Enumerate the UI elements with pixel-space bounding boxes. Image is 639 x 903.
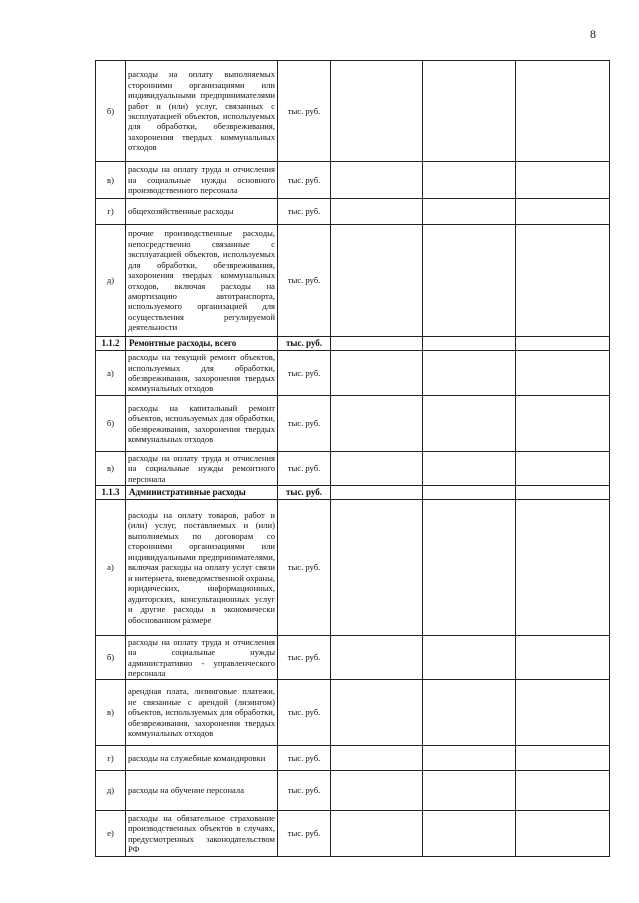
value-cell <box>423 680 516 746</box>
value-cell <box>331 199 423 225</box>
value-cell <box>516 500 610 636</box>
value-cell <box>516 351 610 396</box>
row-unit: тыс. руб. <box>278 337 331 351</box>
row-number: в) <box>96 162 126 199</box>
table-row <box>96 225 610 337</box>
value-cell <box>331 486 423 500</box>
row-number: а) <box>96 500 126 636</box>
row-description: Ремонтные расходы, всего <box>126 337 278 351</box>
value-cell <box>423 199 516 225</box>
value-cell <box>331 680 423 746</box>
value-cell <box>516 61 610 162</box>
value-cell <box>423 162 516 199</box>
value-cell <box>423 337 516 351</box>
row-unit: тыс. руб. <box>278 486 331 500</box>
value-cell <box>516 811 610 857</box>
value-cell <box>516 636 610 680</box>
value-cell <box>516 396 610 452</box>
row-number: б) <box>96 396 126 452</box>
cost-table <box>95 60 610 857</box>
row-number: 1.1.3 <box>96 486 126 500</box>
value-cell <box>516 680 610 746</box>
value-cell <box>331 811 423 857</box>
row-description: расходы на оплату труда и отчисления на социальные нужды основного производственного персонала <box>126 162 278 199</box>
table-row <box>96 351 610 396</box>
row-description: прочие производственные расходы, непосредственно связанные с эксплуатацией объектов, используемых для обработки, обезвреживания, захоронения твердых коммунальных отходов, включая расходы на амортизацию автотранспорта, используемого организацией для осуществления регулируемой деятельности <box>126 225 278 337</box>
row-description: расходы на оплату выполняемых сторонними организациями или индивидуальными предпринимателями работ и (или) услуг, связанных с эксплуатацией объектов, используемых для обработки, обезвреживания, захоронения твердых коммунальных отходов <box>126 61 278 162</box>
table-row <box>96 771 610 811</box>
row-unit: тыс. руб. <box>278 452 331 486</box>
table-row <box>96 396 610 452</box>
value-cell <box>516 225 610 337</box>
cost-table-body <box>96 61 610 857</box>
table-row <box>96 61 610 162</box>
value-cell <box>331 746 423 771</box>
table-row <box>96 811 610 857</box>
value-cell <box>423 61 516 162</box>
value-cell <box>331 452 423 486</box>
value-cell <box>331 396 423 452</box>
row-unit: тыс. руб. <box>278 636 331 680</box>
row-unit: тыс. руб. <box>278 396 331 452</box>
value-cell <box>423 811 516 857</box>
table-row <box>96 680 610 746</box>
row-description: расходы на капитальный ремонт объектов, используемых для обработки, обезвреживания, захоронения твердых коммунальных отходов <box>126 396 278 452</box>
row-number: д) <box>96 771 126 811</box>
value-cell <box>423 746 516 771</box>
row-number: 1.1.2 <box>96 337 126 351</box>
section-row <box>96 337 610 351</box>
row-number: е) <box>96 811 126 857</box>
row-description: Административные расходы <box>126 486 278 500</box>
value-cell <box>516 746 610 771</box>
value-cell <box>516 337 610 351</box>
row-unit: тыс. руб. <box>278 746 331 771</box>
value-cell <box>423 500 516 636</box>
value-cell <box>423 486 516 500</box>
row-description: расходы на служебные командировки <box>126 746 278 771</box>
value-cell <box>423 452 516 486</box>
value-cell <box>331 225 423 337</box>
row-number: в) <box>96 680 126 746</box>
value-cell <box>423 351 516 396</box>
row-number: г) <box>96 746 126 771</box>
value-cell <box>331 771 423 811</box>
value-cell <box>331 636 423 680</box>
value-cell <box>331 500 423 636</box>
table-row <box>96 500 610 636</box>
value-cell <box>516 162 610 199</box>
value-cell <box>331 337 423 351</box>
row-description: расходы на обучение персонала <box>126 771 278 811</box>
row-description: расходы на обязательное страхование производственных объектов в случаях, предусмотренных законодательством РФ <box>126 811 278 857</box>
value-cell <box>516 199 610 225</box>
row-number: в) <box>96 452 126 486</box>
row-unit: тыс. руб. <box>278 199 331 225</box>
value-cell <box>331 61 423 162</box>
row-number: д) <box>96 225 126 337</box>
row-unit: тыс. руб. <box>278 811 331 857</box>
value-cell <box>516 771 610 811</box>
row-unit: тыс. руб. <box>278 351 331 396</box>
table-row <box>96 636 610 680</box>
table-row <box>96 162 610 199</box>
row-description: расходы на оплату труда и отчисления на социальные нужды административно - управленческого персонала <box>126 636 278 680</box>
row-description: расходы на текущий ремонт объектов, используемых для обработки, обезвреживания, захоронения твердых коммунальных отходов <box>126 351 278 396</box>
row-unit: тыс. руб. <box>278 680 331 746</box>
row-number: г) <box>96 199 126 225</box>
table-row <box>96 199 610 225</box>
row-description: расходы на оплату труда и отчисления на социальные нужды ремонтного персонала <box>126 452 278 486</box>
value-cell <box>331 351 423 396</box>
row-unit: тыс. руб. <box>278 61 331 162</box>
table-row <box>96 452 610 486</box>
value-cell <box>516 486 610 500</box>
row-description: расходы на оплату товаров, работ и (или) услуг, поставляемых и (или) выполняемых по договорам со сторонними организациями или индивидуальными предпринимателями, включая расходы на оплату услуг связи и интернета, вневедомственной охраны, юридических, информационных, аудиторских, консультационных услуг и другие расходы в экономически обоснованном размере <box>126 500 278 636</box>
value-cell <box>331 162 423 199</box>
row-description: арендная плата, лизинговые платежи, не связанные с арендой (лизингом) объектов, используемых для обработки, обезвреживания, захоронения твердых коммунальных отходов <box>126 680 278 746</box>
value-cell <box>423 225 516 337</box>
row-unit: тыс. руб. <box>278 771 331 811</box>
row-unit: тыс. руб. <box>278 225 331 337</box>
value-cell <box>423 396 516 452</box>
section-row <box>96 486 610 500</box>
value-cell <box>423 636 516 680</box>
row-unit: тыс. руб. <box>278 162 331 199</box>
value-cell <box>423 771 516 811</box>
page-number: 8 <box>590 27 596 41</box>
row-unit: тыс. руб. <box>278 500 331 636</box>
value-cell <box>516 452 610 486</box>
table-row <box>96 746 610 771</box>
row-number: а) <box>96 351 126 396</box>
row-number: б) <box>96 61 126 162</box>
row-number: б) <box>96 636 126 680</box>
row-description: общехозяйственные расходы <box>126 199 278 225</box>
